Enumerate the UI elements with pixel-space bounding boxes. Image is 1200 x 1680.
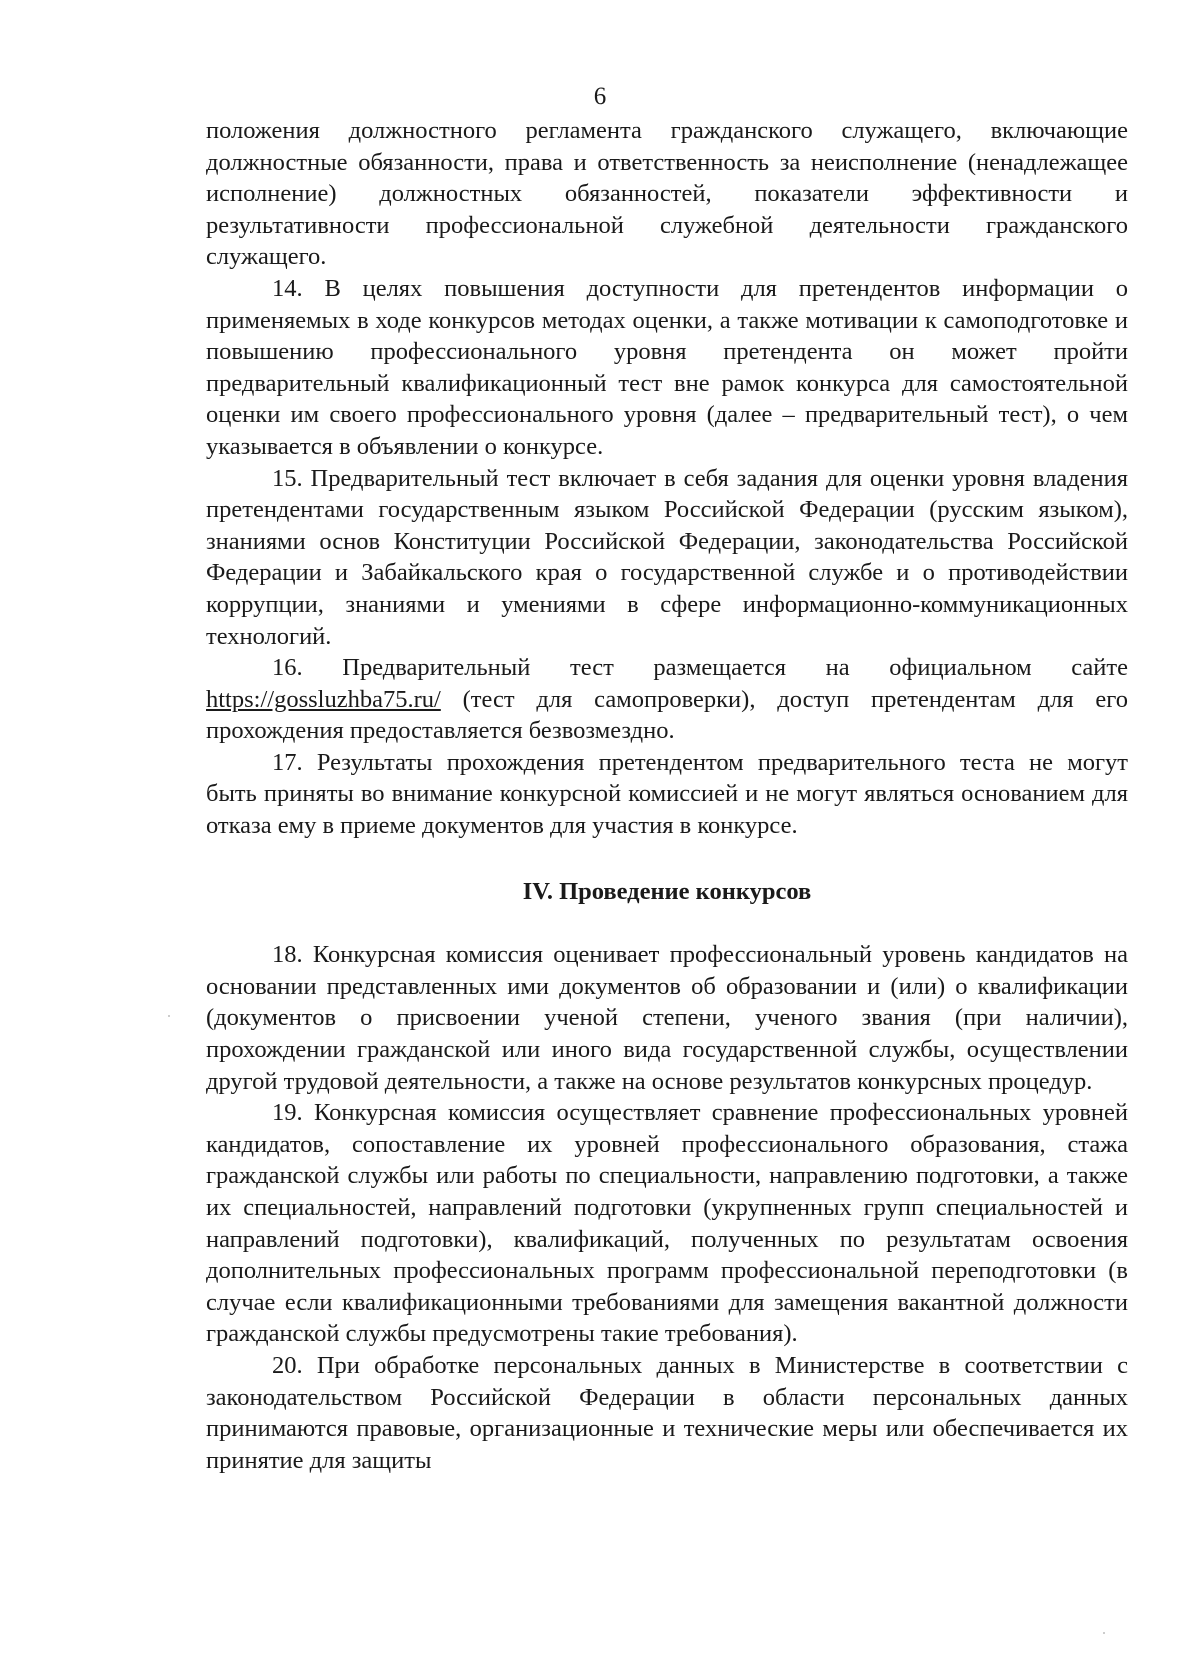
paragraph-16-text-end: (тест для самопроверки), доступ претендентам для его прохождения предоставляется безвозмездно. — [206, 685, 1128, 745]
paragraph-18: 18. Конкурсная комиссия оценивает профессиональный уровень кандидатов на основании представленных ими документов об образовании и (или) о квалификации (документов о присвоении ученой степени, ученого звания (при наличии), прохождении гражданской или иного вида государственной службы, осуществлении другой трудовой деятельности, а также на основе результатов конкурсных процедур. — [206, 941, 1128, 1095]
paragraph-20: 20. При обработке персональных данных в Министерстве в соответствии с законодательством Российской Федерации в области персональных данных принимаются правовые, организационные и технические меры или обеспечивается их принятие для защиты — [206, 1351, 1128, 1474]
section-heading: IV. Проведение конкурсов — [522, 877, 812, 905]
paragraph-16-text-start: 16. Предварительный тест размещается на официальном сайте — [272, 654, 1128, 682]
paragraph-19: 19. Конкурсная комиссия осуществляет сравнение профессиональных уровней кандидатов, сопоставление их уровней профессионального образования, стажа гражданской службы или работы по специальности, направлению подготовки, а также их специальностей, направлений подготовки (укрупненных групп специальностей и направлений подготовки), квалификаций, полученных по результатам освоения дополнительных профессиональных программ профессиональной переподготовки (в случае если квалификационными требованиями для замещения вакантной должности гражданской службы предусмотрены такие требования). — [206, 1099, 1128, 1348]
page-number: 6 — [593, 83, 607, 110]
scan-speck — [168, 1015, 170, 1017]
paragraph-continuation: положения должностного регламента гражданского служащего, включающие должностные обязанности, права и ответственность за неисполнение (ненадлежащее исполнение) должностных обязанностей, показатели эффективности и результативности профессиональной служебной деятельности гражданского служащего. — [206, 117, 1128, 271]
paragraph-16 — [206, 652, 1128, 747]
paragraph-17: 17. Результаты прохождения претендентом предварительного теста не могут быть приняты во внимание конкурсной комиссией и не могут являться основанием для отказа ему в приеме документов для участия в конкурсе. — [206, 748, 1128, 840]
test-site-link[interactable]: https://gossluzhba75.ru/ — [206, 685, 441, 713]
paragraph-14: 14. В целях повышения доступности для претендентов информации о применяемых в ходе конкурсов методах оценки, а также мотивации к самоподготовке и повышению профессионального уровня претендента он может пройти предварительный квалификационный тест вне рамок конкурса для самостоятельной оценки им своего профессионального уровня (далее – предварительный тест), о чем указывается в объявлении о конкурсе. — [206, 274, 1128, 460]
paragraph-15: 15. Предварительный тест включает в себя задания для оценки уровня владения претендентами государственным языком Российской Федерации (русским языком), знаниями основ Конституции Российской Федерации, законодательства Российской Федерации и Забайкальского края о государственной службе и о противодействии коррупции, знаниями и умениями в сфере информационно-коммуникационных технологий. — [206, 464, 1128, 650]
document-body — [206, 115, 1128, 1476]
scan-speck — [1103, 1632, 1105, 1634]
